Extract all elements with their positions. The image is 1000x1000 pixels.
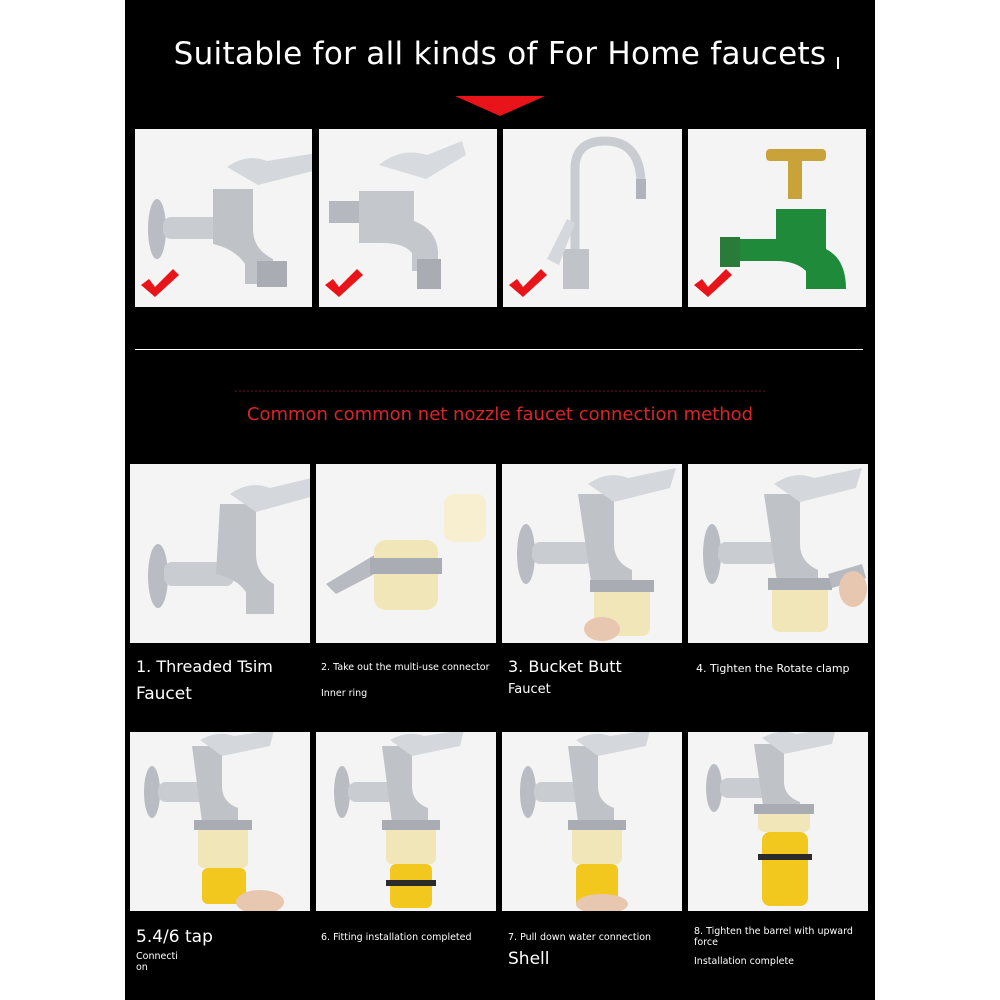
step-6-photo — [316, 732, 496, 911]
check-mark-icon — [509, 269, 547, 297]
step-1-photo — [130, 464, 310, 643]
check-mark-icon — [694, 269, 732, 297]
faucet-type-wall-lever — [135, 129, 312, 307]
step-5-line3: on — [136, 962, 148, 973]
step-7-line1: 7. Pull down water connection — [508, 932, 652, 943]
step-3-line1: 3. Bucket Butt — [508, 657, 622, 676]
step-4-caption — [696, 662, 850, 675]
step-6-line1: 6. Fitting installation completed — [321, 932, 472, 943]
step-5-caption — [136, 927, 213, 973]
step-7-line2: Shell — [508, 949, 550, 969]
step-7-photo — [502, 732, 682, 911]
check-mark-icon — [325, 269, 363, 297]
step-1-line2: Faucet — [136, 684, 192, 704]
step-8-line3: Installation complete — [694, 956, 795, 967]
step-8-caption — [694, 926, 853, 967]
step-1-line1: 1. Threaded Tsim — [136, 657, 273, 676]
step-3-line2: Faucet — [508, 682, 551, 697]
product-panel — [125, 0, 875, 1000]
section-title: Common common net nozzle faucet connection method — [246, 404, 754, 425]
faint-dotted-line — [235, 390, 765, 394]
step-4-line1: 4. Tighten the Rotate clamp — [696, 662, 850, 675]
step-5-photo — [130, 732, 310, 911]
down-arrow-icon — [455, 96, 545, 116]
step-2-caption — [321, 662, 489, 699]
step-8-line2: force — [694, 937, 718, 948]
faucet-type-gooseneck — [503, 129, 682, 307]
step-5-line2: Connecti — [136, 951, 178, 962]
section-divider — [135, 349, 863, 350]
step-2-line2: Inner ring — [321, 688, 368, 699]
title-mark — [837, 57, 839, 69]
faucet-type-threaded — [319, 129, 497, 307]
check-mark-icon — [141, 269, 179, 297]
step-6-caption — [321, 932, 472, 943]
step-8-line1: 8. Tighten the barrel with upward — [694, 926, 853, 937]
step-8-photo — [688, 732, 868, 911]
step-2-photo — [316, 464, 496, 643]
step-7-caption — [508, 932, 651, 969]
step-5-line1: 5.4/6 tap — [136, 927, 213, 947]
step-3-photo — [502, 464, 682, 643]
step-3-caption — [508, 657, 622, 697]
step-2-line1: 2. Take out the multi-use connector — [321, 662, 490, 673]
page-title: Suitable for all kinds of For Home faucets — [173, 36, 827, 72]
faucet-type-green-brass — [688, 129, 866, 307]
step-4-photo — [688, 464, 868, 643]
step-1-caption — [136, 657, 273, 704]
